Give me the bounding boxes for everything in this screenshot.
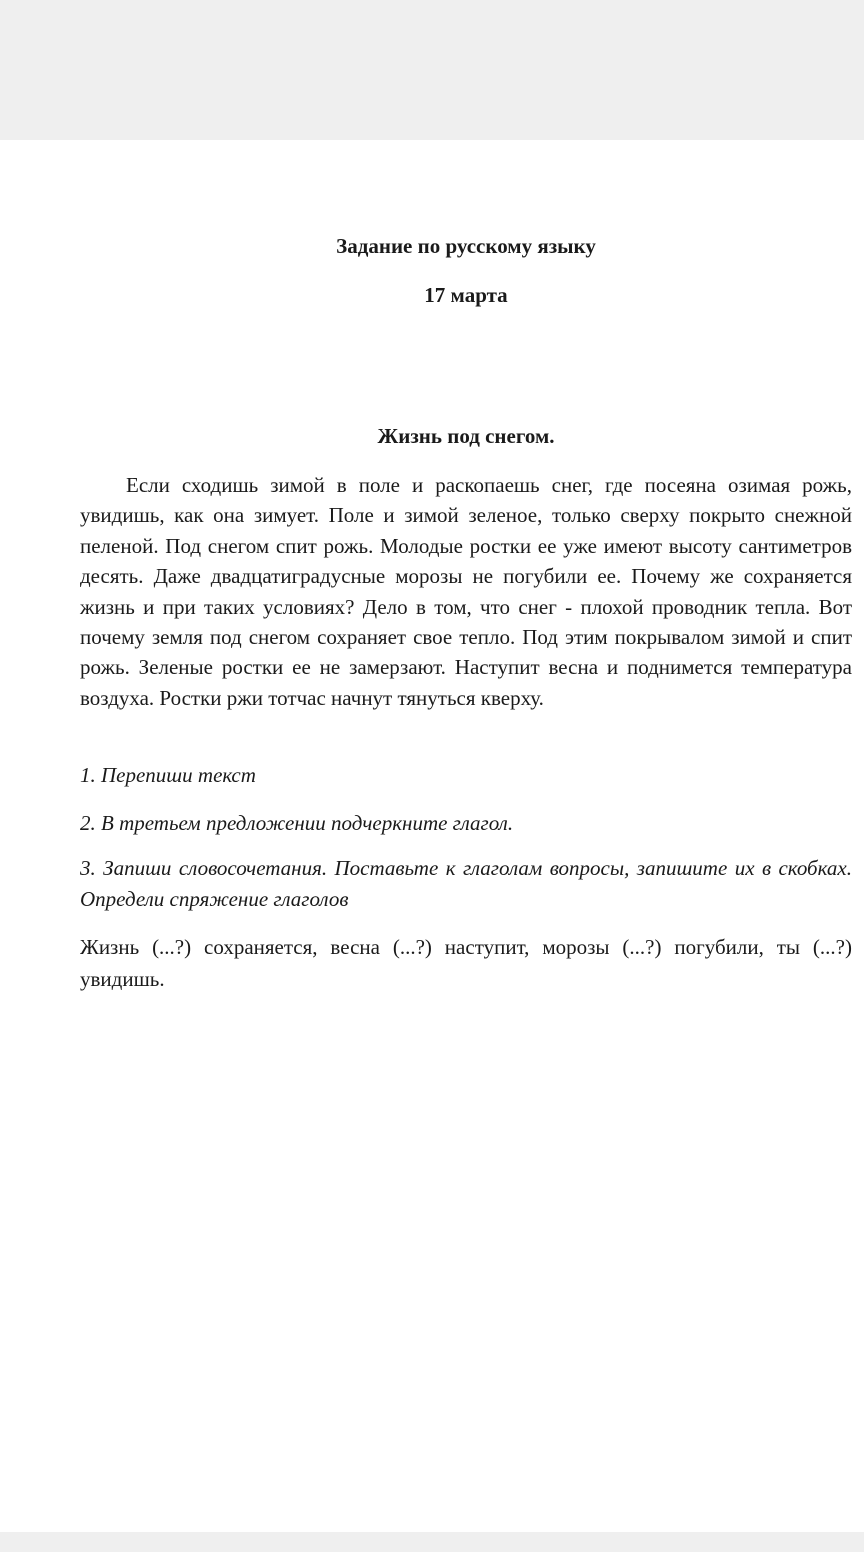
exercise-phrases: Жизнь (...?) сохраняется, весна (...?) наступит, морозы (...?) погубили, ты (...?) увидишь. [80, 935, 852, 991]
task-item: 1. Перепиши текст [80, 763, 256, 787]
document-date: 17 марта [424, 283, 508, 307]
document-title: Задание по русскому языку [336, 234, 596, 258]
viewer-background-bottom [0, 1532, 864, 1552]
text-paragraph: Если сходишь зимой в поле и раскопаешь снег, где посеяна озимая рожь, увидишь, как она зимует. Поле и зимой зеленое, только сверху покрыто снежной пеленой. Под снегом спит рожь. Молодые ростки ее уже имеют высоту сантиметров десять. Даже двадцатиградусные морозы не погубили ее. Почему же сохраняется жизнь и при таких условиях? Дело в том, что снег - плохой проводник тепла. Вот почему земля под снегом сохраняет свое тепло. Под этим покрывалом зимой и спит рожь. Зеленые ростки ее не замерзают. Наступит весна и поднимется температура воздуха. Ростки ржи тотчас начнут тянуться кверху. [80, 473, 852, 710]
text-heading: Жизнь под снегом. [377, 424, 555, 448]
viewer-background-top [0, 0, 864, 140]
document-page [0, 140, 864, 1532]
task-item: 3. Запиши словосочетания. Поставьте к глаголам вопросы, запишите их в скобках. Определи спряжение глаголов [80, 856, 852, 911]
task-item: 2. В третьем предложении подчеркните глагол. [80, 811, 514, 835]
